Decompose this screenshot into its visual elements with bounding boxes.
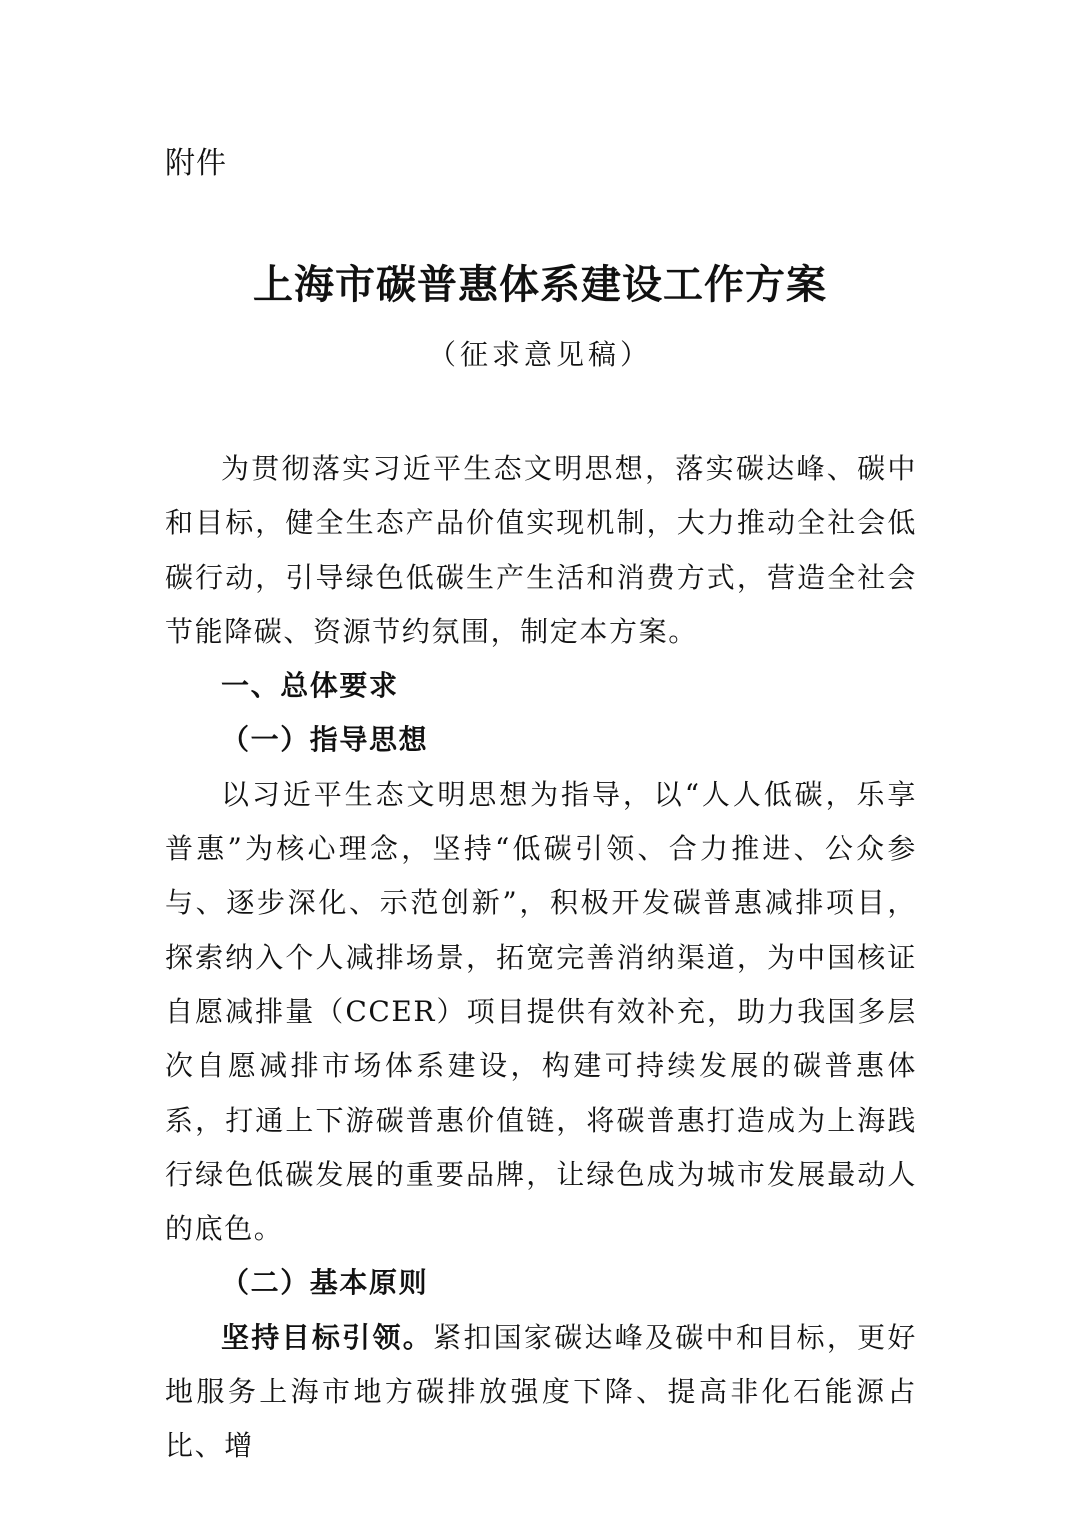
document-body	[165, 442, 917, 1474]
subsection-heading-guiding-ideology: （一）指导思想	[221, 723, 429, 757]
section-heading-overall-requirements: 一、总体要求	[221, 669, 399, 703]
attachment-label: 附件	[165, 146, 227, 181]
document-subtitle: （征求意见稿）	[427, 338, 652, 371]
subsection-heading-basic-principles: （二）基本原则	[221, 1266, 429, 1300]
document-title: 上海市碳普惠体系建设工作方案	[253, 261, 827, 308]
principle-paragraph	[165, 1311, 917, 1474]
intro-paragraph: 为贯彻落实习近平生态文明思想，落实碳达峰、碳中和目标，健全生态产品价值实现机制，大力推动全社会低碳行动，引导绿色低碳生产生活和消费方式，营造全社会节能降碳、资源节约氛围，制定本方案。	[165, 452, 917, 648]
guiding-ideology-paragraph: 以习近平生态文明思想为指导，以“人人低碳，乐享普惠”为核心理念，坚持“低碳引领、合力推进、公众参与、逐步深化、示范创新”，积极开发碳普惠减排项目，探索纳入个人减排场景，拓宽完善消纳渠道，为中国核证自愿减排量（CCER）项目提供有效补充，助力我国多层次自愿减排市场体系建设，构建可持续发展的碳普惠体系，打通上下游碳普惠价值链，将碳普惠打造成为上海践行绿色低碳发展的重要品牌，让绿色成为城市发展最动人的底色。	[165, 777, 917, 1246]
principle-text: 紧扣国家碳达峰及碳中和目标，更好地服务上海市地方碳排放强度下降、提高非化石能源占比、增	[165, 1320, 918, 1463]
principle-lead: 坚持目标引领。	[221, 1320, 434, 1354]
